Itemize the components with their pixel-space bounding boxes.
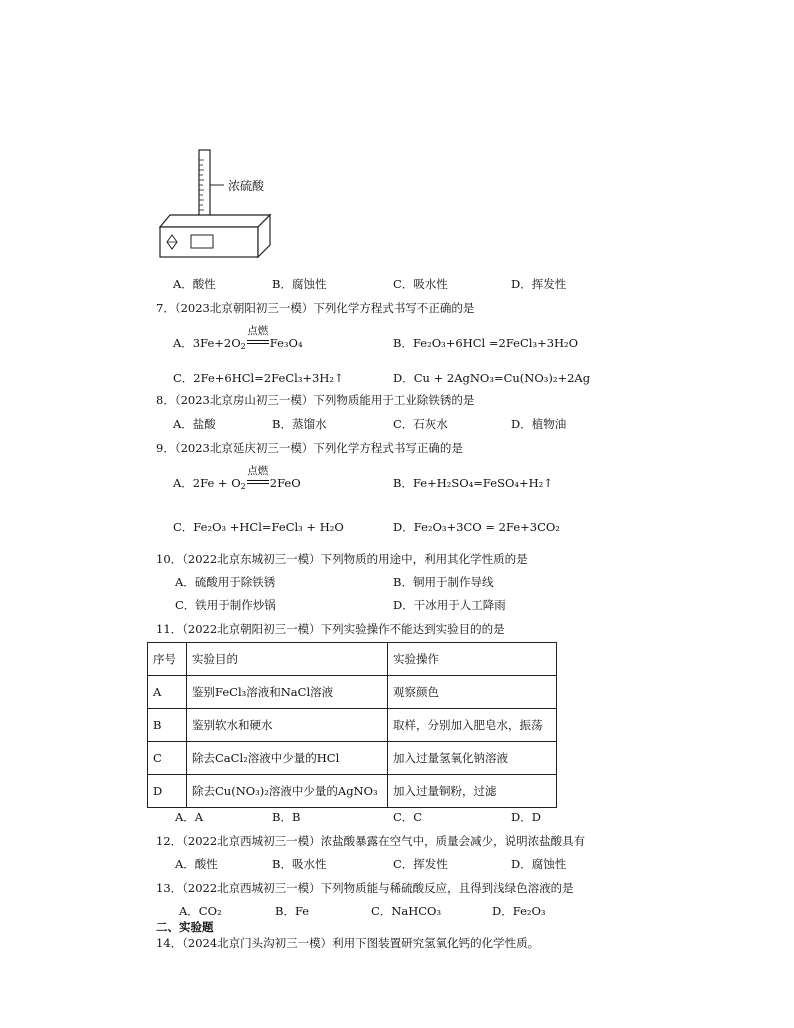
cylinder-on-balance-figure — [158, 145, 298, 263]
q14-stem: 14．（2024北京门头沟初三一模）利用下图装置研究氢氧化钙的化学性质。 — [156, 936, 540, 950]
q8-stem: 8．（2023北京房山初三一模）下列物质能用于工业除铁锈的是 — [156, 393, 475, 407]
q12-option-d: D．腐蚀性 — [511, 857, 567, 871]
q9-option-b: B．Fe+H₂SO₄=FeSO₄+H₂↑ — [393, 476, 553, 490]
q13-stem: 13．（2022北京西城初三一模）下列物质能与稀硫酸反应，且得到浅绿色溶液的是 — [156, 881, 574, 895]
q9-stem: 9．（2023北京延庆初三一模）下列化学方程式书写正确的是 — [156, 441, 463, 455]
cell-operation: 观察颜色 — [388, 676, 557, 709]
table-header-row — [148, 643, 557, 676]
q6-option-c: C．吸水性 — [393, 277, 448, 291]
q7-stem: 7．（2023北京朝阳初三一模）下列化学方程式书写不正确的是 — [156, 301, 475, 315]
q7-option-c: C．2Fe+6HCl=2FeCl₃+3H₂↑ — [173, 371, 344, 385]
q12-option-b: B．吸水性 — [272, 857, 327, 871]
q10-option-b: B．铜用于制作导线 — [393, 575, 494, 589]
q7-option-a: A．$3Fe+2O_2$ 点燃 Fe₃O₄ — [173, 325, 303, 351]
q10-option-d: D．干冰用于人工降雨 — [393, 598, 506, 612]
q11-option-d: D．D — [511, 810, 541, 824]
q12-stem: 12．（2022北京西城初三一模）浓盐酸暴露在空气中，质量会减少，说明浓盐酸具有 — [156, 834, 586, 848]
table-row — [148, 775, 557, 808]
q9-option-a-condition — [246, 465, 270, 490]
cell-serial: B — [148, 709, 187, 742]
cell-purpose: 鉴别软水和硬水 — [187, 709, 388, 742]
cell-operation: 取样，分别加入肥皂水，振荡 — [388, 709, 557, 742]
q9-option-c: C．Fe₂O₃ +HCl=FeCl₃ + H₂O — [173, 520, 344, 534]
cell-purpose: 除去CaCl₂溶液中少量的HCl — [187, 742, 388, 775]
cell-serial: A — [148, 676, 187, 709]
q6-option-a: A．酸性 — [173, 277, 216, 291]
q7-option-d: D．Cu + 2AgNO₃=Cu(NO₃)₂+2Ag — [393, 371, 591, 385]
table-row — [148, 676, 557, 709]
q11-option-a: A．A — [175, 810, 204, 824]
cell-operation: 加入过量氢氧化钠溶液 — [388, 742, 557, 775]
q13-option-b: B．Fe — [275, 904, 310, 918]
q13-option-c: C．NaHCO₃ — [371, 904, 442, 918]
q13-option-d: D．Fe₂O₃ — [492, 904, 546, 918]
q9-option-a-reactants: A．2Fe + O — [173, 476, 241, 490]
q8-option-b: B．蒸馏水 — [272, 417, 327, 431]
q13-option-a: A．CO₂ — [179, 904, 222, 918]
q11-experiment-table — [147, 642, 557, 808]
q7-option-a-products: Fe₃O₄ — [269, 336, 303, 350]
table-row — [148, 742, 557, 775]
q11-stem: 11．（2022北京朝阳初三一模）下列实验操作不能达到实验目的的是 — [156, 622, 505, 636]
header-serial: 序号 — [148, 643, 187, 676]
q8-option-d: D．植物油 — [511, 417, 567, 431]
q8-option-a: A．盐酸 — [173, 417, 216, 431]
q11-option-c: C．C — [393, 810, 423, 824]
section-title-experiment: 二、实验题 — [156, 920, 214, 934]
figure-label-concentrated-sulfuric-acid: 浓硫酸 — [228, 179, 265, 193]
q10-option-a: A．硫酸用于除铁锈 — [175, 575, 276, 589]
q10-stem: 10．（2022北京东城初三一模）下列物质的用途中，利用其化学性质的是 — [156, 552, 528, 566]
q7-option-a-condition — [246, 325, 270, 350]
q9-option-d: D．Fe₂O₃+3CO = 2Fe+3CO₂ — [393, 520, 560, 534]
q9-option-a: A．$2Fe + O_2$ 点燃 2FeO — [173, 465, 301, 491]
q9-option-a-products: 2FeO — [269, 476, 301, 490]
cell-serial: C — [148, 742, 187, 775]
header-operation: 实验操作 — [388, 643, 557, 676]
cell-serial: D — [148, 775, 187, 808]
q6-option-d: D．挥发性 — [511, 277, 567, 291]
cell-purpose: 鉴别FeCl₃溶液和NaCl溶液 — [187, 676, 388, 709]
header-purpose: 实验目的 — [187, 643, 388, 676]
q9-option-a-condition-text: 点燃 — [247, 465, 269, 477]
q11-option-b: B．B — [272, 810, 301, 824]
cell-operation: 加入过量铜粉，过滤 — [388, 775, 557, 808]
q12-option-a: A．酸性 — [175, 857, 218, 871]
q10-option-c: C．铁用于制作炒锅 — [175, 598, 276, 612]
table-row — [148, 709, 557, 742]
q7-option-a-reactants: A．3Fe+2O — [173, 336, 241, 350]
q8-option-c: C．石灰水 — [393, 417, 448, 431]
q12-option-c: C．挥发性 — [393, 857, 448, 871]
q6-option-b: B．腐蚀性 — [272, 277, 327, 291]
cell-purpose: 除去Cu(NO₃)₂溶液中少量的AgNO₃ — [187, 775, 388, 808]
q7-option-a-condition-text: 点燃 — [247, 325, 269, 337]
q7-option-b: B．Fe₂O₃+6HCl =2FeCl₃+3H₂O — [393, 336, 579, 350]
cylinder-balance-drawing — [158, 145, 298, 263]
